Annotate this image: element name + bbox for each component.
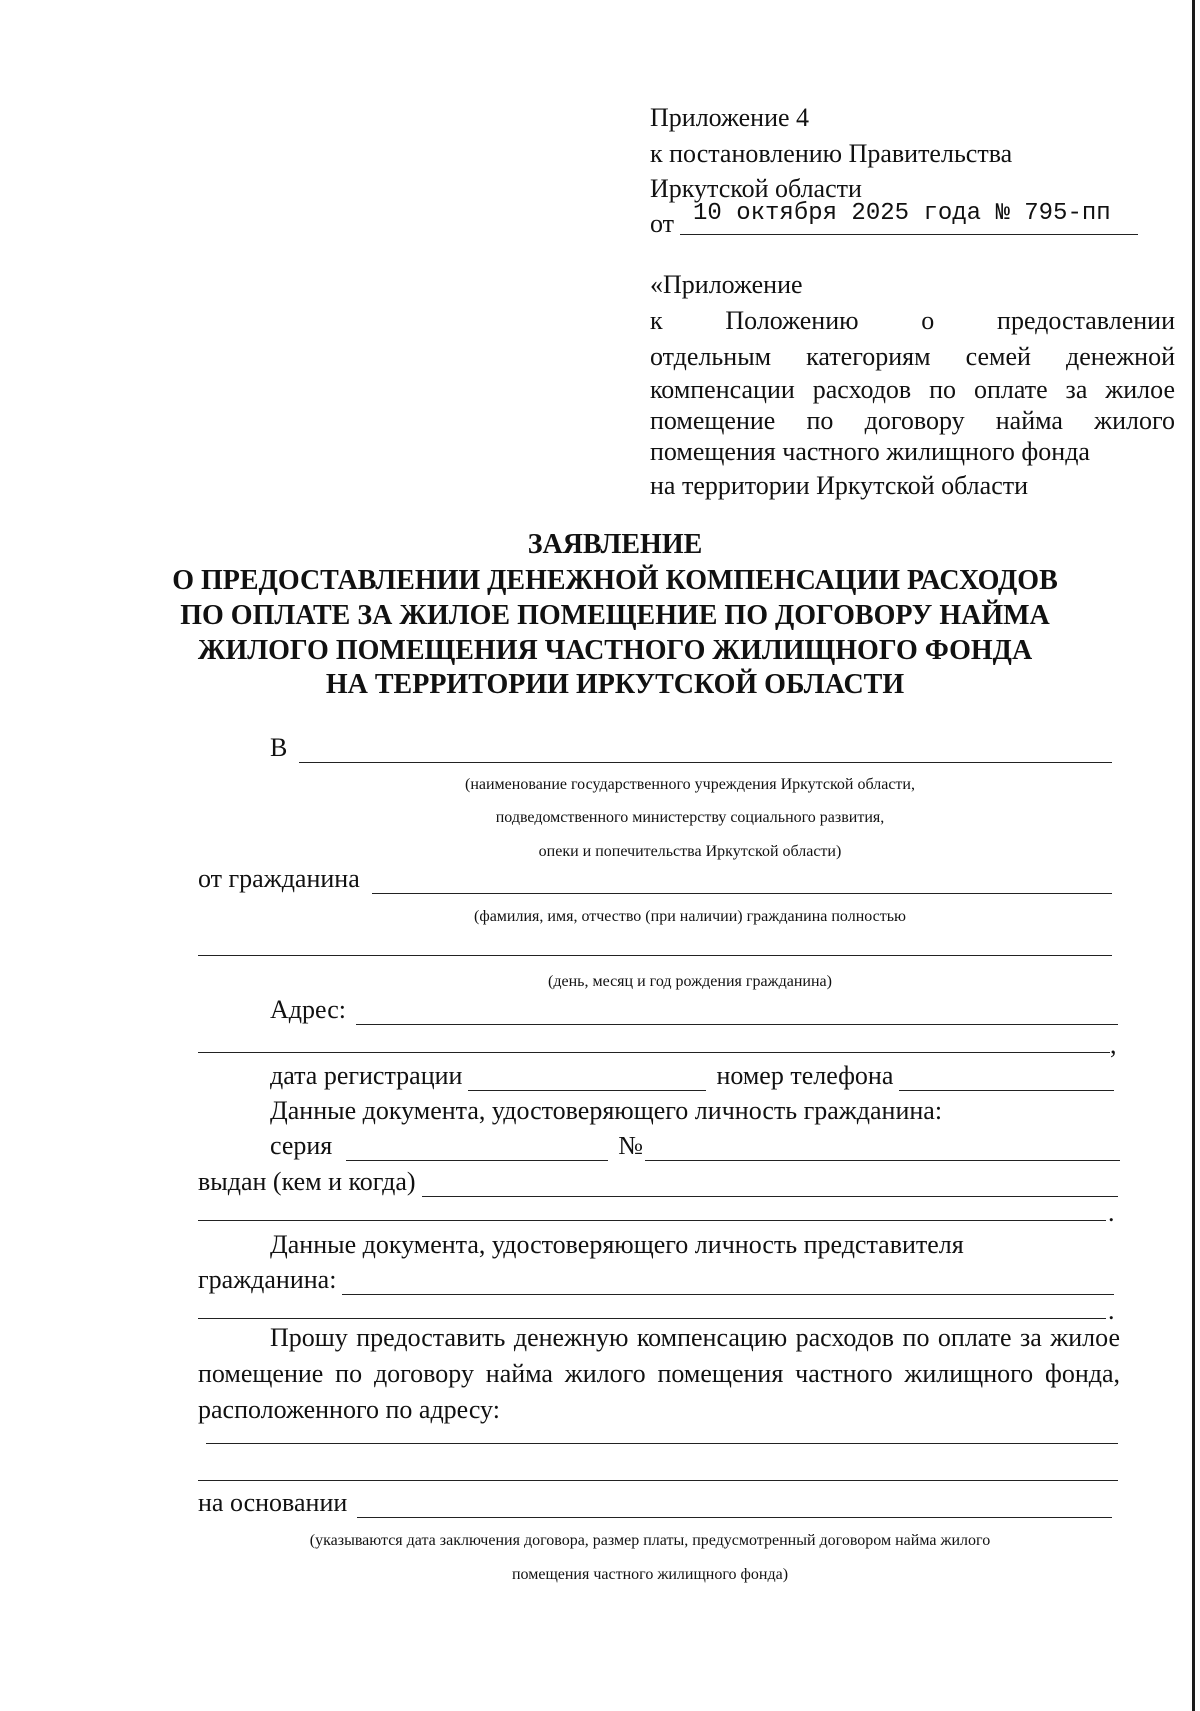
doc-title-5: НА ТЕРРИТОРИИ ИРКУТСКОЙ ОБЛАСТИ [325,669,905,700]
birth-date-field[interactable] [198,955,1112,956]
address-label: Адрес: [270,995,346,1024]
appendix-title: «Приложение [650,270,803,299]
address-field[interactable] [356,1002,1118,1025]
doc-title-1: ЗАЯВЛЕНИЕ [527,529,703,560]
resolution-date: 10 октября 2025 года № 795-пп [693,200,1111,227]
rep-citizen-label: гражданина: [198,1265,337,1294]
rep-doc-heading: Данные документа, удостоверяющего личность представителя [270,1230,964,1259]
phone-field[interactable] [899,1068,1114,1091]
basis-hint-1: (указываются дата заключения договора, размер платы, предусмотренный договором найма жилого [309,1532,991,1549]
property-address-field-2[interactable] [198,1480,1118,1481]
recipient-field[interactable] [299,740,1112,763]
rep-citizen-row [198,1265,1114,1295]
id-doc-heading: Данные документа, удостоверяющего личность гражданина: [270,1096,943,1125]
date-prefix: от [650,209,675,238]
appendix-line-2: отдельным категориям семей денежной [650,342,1175,371]
issued-row [198,1167,1118,1197]
rep-doc-field-2[interactable] [198,1318,1106,1319]
rep-doc-field[interactable] [342,1272,1114,1295]
property-address-field[interactable] [206,1443,1118,1444]
resolution-ref: к постановлению Правительства [650,139,1013,168]
issued-field[interactable] [422,1174,1118,1197]
issued-period: . [1108,1198,1115,1227]
recipient-label: В [270,733,288,762]
issued-field-2[interactable] [198,1220,1106,1221]
series-number-row [270,1131,1120,1161]
birth-date-hint: (день, месяц и год рождения гражданина) [548,973,832,990]
recipient-row [270,733,1112,763]
citizen-row [198,864,1112,894]
appendix-line-4: помещение по договору найма жилого [650,406,1175,435]
reg-phone-row [270,1061,1114,1091]
appendix-line-1: к Положению о предоставлении [650,306,1175,335]
number-field[interactable] [645,1138,1120,1161]
reg-date-field[interactable] [468,1068,706,1091]
region-name: Иркутской области [650,174,862,203]
basis-row [198,1488,1112,1518]
citizen-name-field[interactable] [372,871,1112,894]
request-paragraph: Прошу предоставить денежную компенсацию расходов по оплате за жилое помещение по договору найма жилого помещения частного жилищного фонда, расположенного по адресу: [198,1323,1120,1424]
recipient-hint-2: подведомственного министерству социального развития, [495,809,885,826]
rep-doc-period: . [1108,1296,1115,1325]
address-comma: , [1110,1030,1117,1059]
recipient-hint-3: опеки и попечительства Иркутской области) [538,843,842,860]
series-label: серия [270,1131,333,1160]
citizen-name-hint: (фамилия, имя, отчество (при наличии) гражданина полностью [474,908,906,925]
appendix-line-6: на территории Иркутской области [650,471,1029,500]
doc-title-4: ЖИЛОГО ПОМЕЩЕНИЯ ЧАСТНОГО ЖИЛИЩНОГО ФОНДА [197,635,1033,666]
address-row [270,995,1118,1025]
appendix-line-5: помещения частного жилищного фонда [650,437,1090,466]
basis-field[interactable] [357,1495,1112,1518]
address-field-2[interactable] [198,1052,1110,1053]
appendix-number: Приложение 4 [650,103,810,132]
recipient-hint-1: (наименование государственного учреждения Иркутской области, [465,776,915,793]
issued-label: выдан (кем и когда) [198,1167,416,1196]
number-label: № [618,1131,644,1160]
phone-label: номер телефона [716,1061,894,1090]
scan-edge-line [1192,0,1195,1711]
doc-title-3: ПО ОПЛАТЕ ЗА ЖИЛОЕ ПОМЕЩЕНИЕ ПО ДОГОВОРУ НАЙМА [180,600,1050,631]
citizen-label: от гражданина [198,864,360,893]
date-underline [680,234,1138,235]
doc-title-2: О ПРЕДОСТАВЛЕНИИ ДЕНЕЖНОЙ КОМПЕНСАЦИИ РАСХОДОВ [172,565,1058,596]
series-field[interactable] [346,1138,608,1161]
basis-hint-2: помещения частного жилищного фонда) [511,1566,789,1583]
reg-date-label: дата регистрации [270,1061,463,1090]
appendix-line-3: компенсации расходов по оплате за жилое [650,375,1175,404]
basis-label: на основании [198,1488,348,1517]
